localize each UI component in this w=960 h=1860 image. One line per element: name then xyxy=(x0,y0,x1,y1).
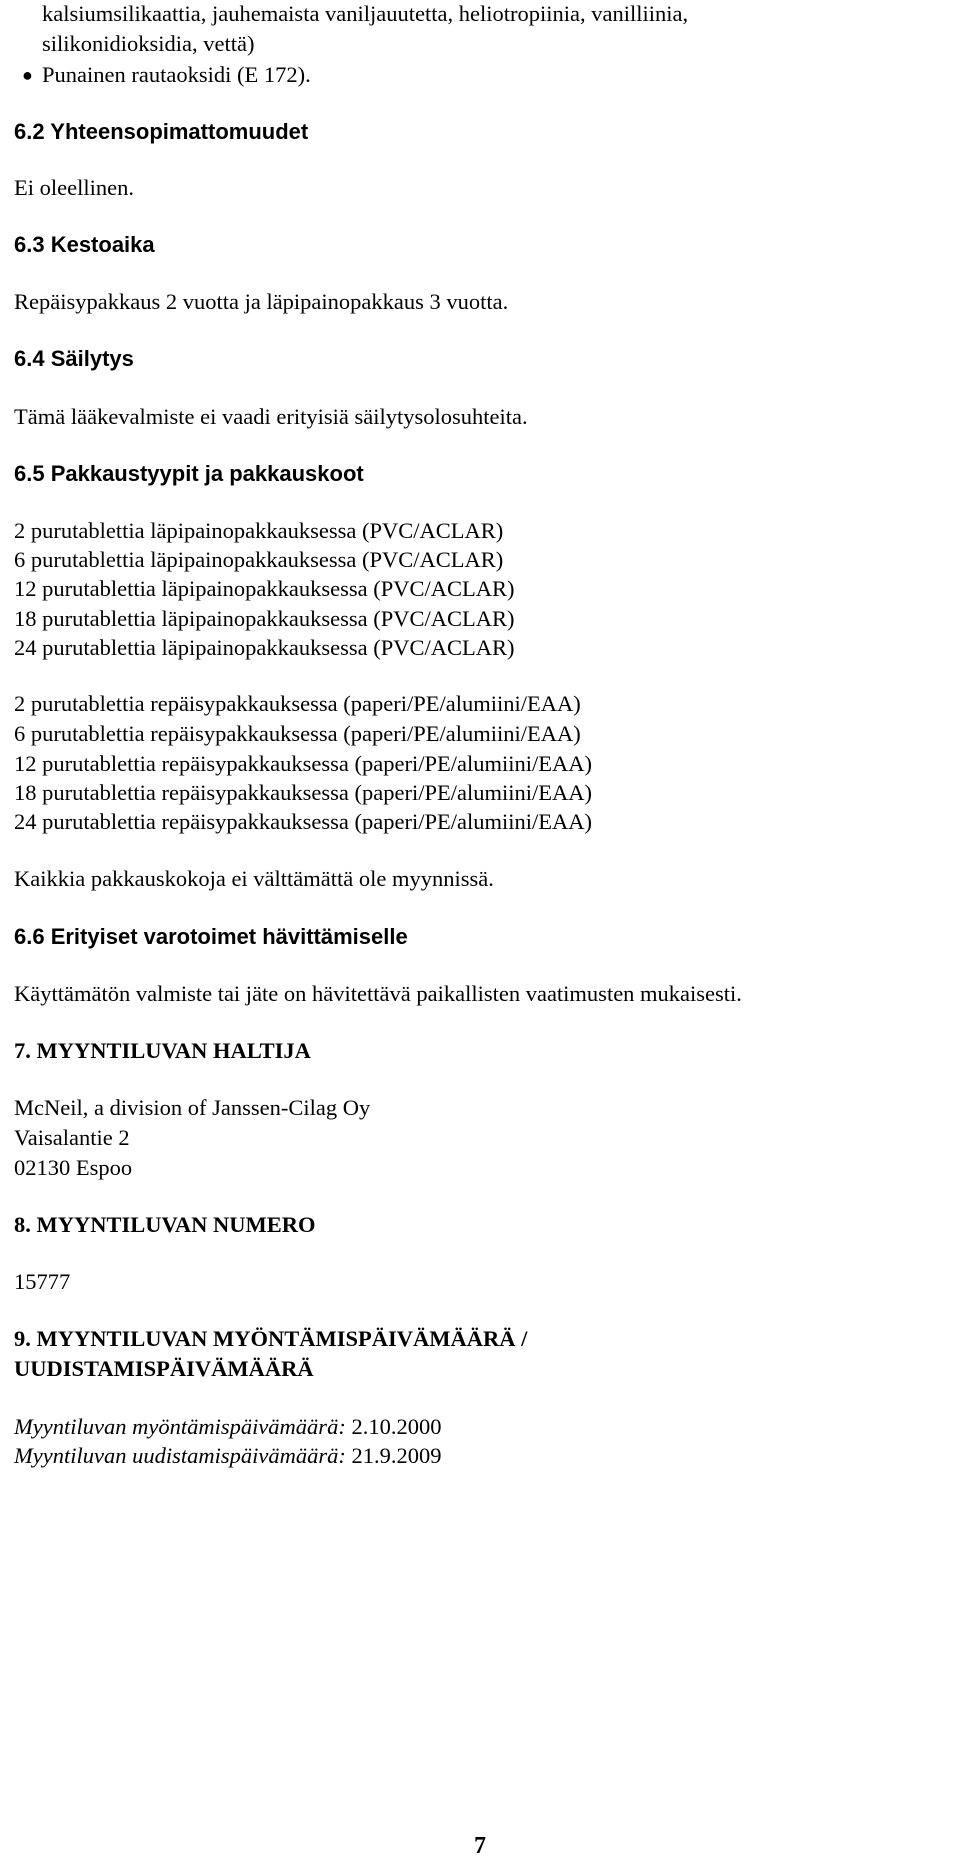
ingredients-continuation-line-1: kalsiumsilikaattia, jauhemaista vaniljauutetta, heliotropiinia, vanilliinia, xyxy=(42,1,689,26)
strip-pack-line: 6 purutablettia repäisypakkauksessa (paperi/PE/alumiini/EAA) xyxy=(14,721,581,746)
strip-pack-line: 24 purutablettia repäisypakkauksessa (paperi/PE/alumiini/EAA) xyxy=(14,809,592,834)
blister-pack-line: 12 purutablettia läpipainopakkauksessa (PVC/ACLAR) xyxy=(14,576,515,601)
blister-pack-line: 18 purutablettia läpipainopakkauksessa (PVC/ACLAR) xyxy=(14,606,515,631)
strip-pack-line: 2 purutablettia repäisypakkauksessa (paperi/PE/alumiini/EAA) xyxy=(14,691,581,716)
holder-street: Vaisalantie 2 xyxy=(14,1125,130,1150)
section-6-6-text: Käyttämätön valmiste tai jäte on hävitettävä paikallisten vaatimusten mukaisesti. xyxy=(14,981,742,1006)
ingredients-continuation-line-2: silikonidioksidia, vettä) xyxy=(42,31,255,56)
blister-pack-line: 24 purutablettia läpipainopakkauksessa (PVC/ACLAR) xyxy=(14,635,515,660)
section-6-5-heading: 6.5 Pakkaustyypit ja pakkauskoot xyxy=(14,461,364,486)
holder-name: McNeil, a division of Janssen-Cilag Oy xyxy=(14,1095,371,1120)
section-9-heading-line-1: 9. MYYNTILUVAN MYÖNTÄMISPÄIVÄMÄÄRÄ / xyxy=(14,1326,528,1351)
grant-date-line xyxy=(14,1413,441,1441)
section-6-2-text: Ei oleellinen. xyxy=(14,175,134,200)
ingredient-bullet-item: Punainen rautaoksidi (E 172). xyxy=(42,62,311,87)
page-number: 7 xyxy=(474,1833,486,1859)
renewal-date-line xyxy=(14,1442,441,1470)
section-9-heading-line-2: UUDISTAMISPÄIVÄMÄÄRÄ xyxy=(14,1356,314,1381)
holder-city: 02130 Espoo xyxy=(14,1155,133,1180)
renewal-date-value: 21.9.2009 xyxy=(351,1443,442,1468)
strip-pack-line: 12 purutablettia repäisypakkauksessa (paperi/PE/alumiini/EAA) xyxy=(14,751,592,776)
section-6-4-heading: 6.4 Säilytys xyxy=(14,346,134,371)
section-6-2-heading: 6.2 Yhteensopimattomuudet xyxy=(14,119,309,144)
grant-date-value: 2.10.2000 xyxy=(351,1414,442,1439)
section-6-4-text: Tämä lääkevalmiste ei vaadi erityisiä säilytysolosuhteita. xyxy=(14,404,528,429)
pack-size-note: Kaikkia pakkauskokoja ei välttämättä ole myynnissä. xyxy=(14,866,494,891)
section-8-heading: 8. MYYNTILUVAN NUMERO xyxy=(14,1212,316,1237)
strip-pack-line: 18 purutablettia repäisypakkauksessa (paperi/PE/alumiini/EAA) xyxy=(14,780,592,805)
section-6-3-text: Repäisypakkaus 2 vuotta ja läpipainopakkaus 3 vuotta. xyxy=(14,289,509,314)
bullet-icon: ● xyxy=(22,65,33,85)
grant-date-label: Myyntiluvan myöntämispäivämäärä: xyxy=(14,1414,346,1439)
blister-pack-line: 6 purutablettia läpipainopakkauksessa (PVC/ACLAR) xyxy=(14,547,504,572)
section-7-heading: 7. MYYNTILUVAN HALTIJA xyxy=(14,1038,311,1063)
blister-pack-line: 2 purutablettia läpipainopakkauksessa (PVC/ACLAR) xyxy=(14,518,504,543)
authorisation-number: 15777 xyxy=(14,1269,71,1294)
section-6-6-heading: 6.6 Erityiset varotoimet hävittämiselle xyxy=(14,924,408,949)
renewal-date-label: Myyntiluvan uudistamispäivämäärä: xyxy=(14,1443,346,1468)
section-6-3-heading: 6.3 Kestoaika xyxy=(14,232,155,257)
